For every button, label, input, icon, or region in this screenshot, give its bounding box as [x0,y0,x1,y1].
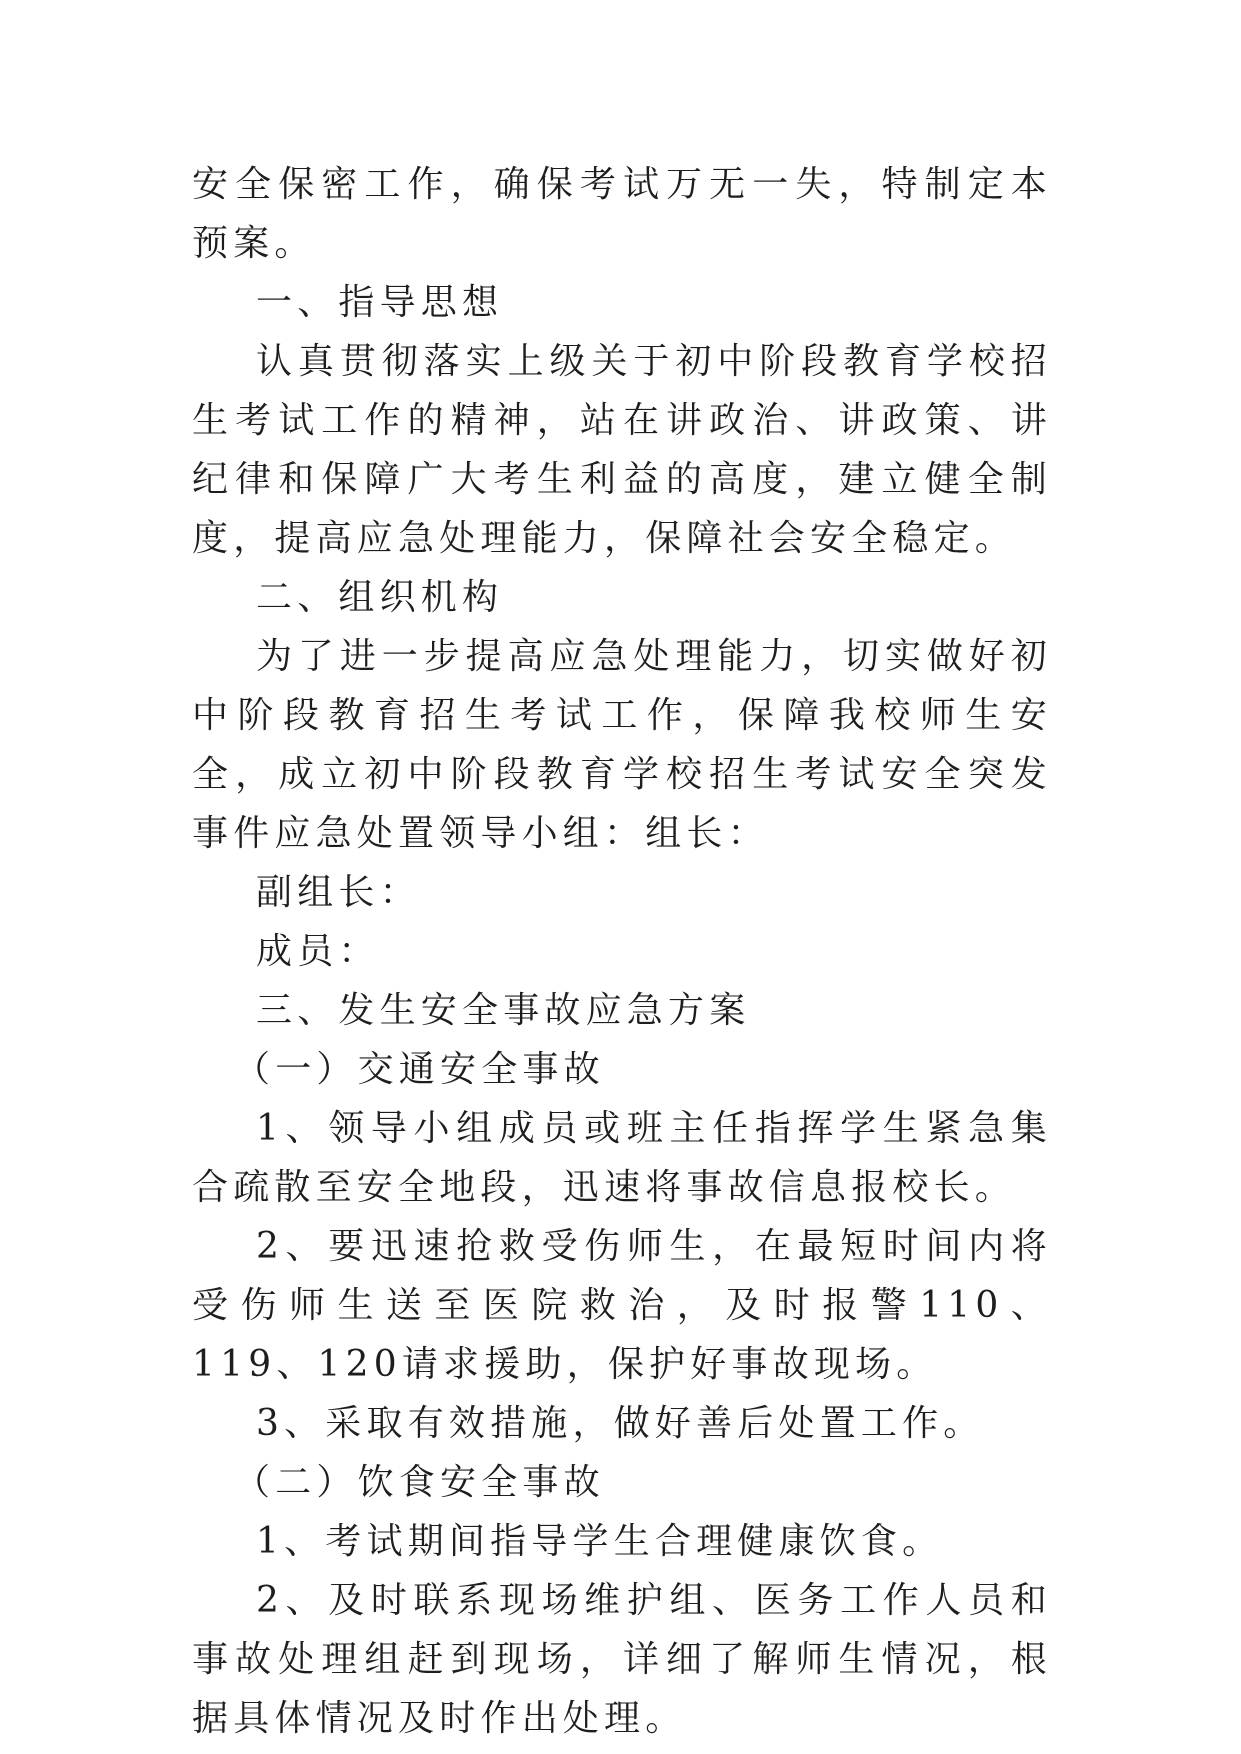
subheading-food-safety: （二）饮食安全事故 [234,1462,605,1503]
paragraph-members: 成员： [256,931,380,972]
section-heading-guiding-ideology: 一、指导思想 [256,282,504,323]
section-heading-emergency-plan: 三、发生安全事故应急方案 [256,990,751,1031]
document-body [192,155,1052,1748]
paragraph-guiding-ideology: 认真贯彻落实上级关于初中阶段教育学校招生考试工作的精神，站在讲政治、讲政策、讲纪律和保障广大考生利益的高度，建立健全制度，提高应急处理能力，保障社会安全稳定。 [192,341,1052,559]
subheading-traffic-accident: （一）交通安全事故 [234,1049,605,1090]
paragraph-deputy-leader: 副组长： [256,872,421,913]
paragraph-intro-continuation: 安全保密工作，确保考试万无一失，特制定本预案。 [192,164,1052,264]
list-item: 2、及时联系现场维护组、医务工作人员和事故处理组赶到现场，详细了解师生情况，根据具体情况及时作出处理。 [192,1580,1052,1739]
list-item: 2、要迅速抢救受伤师生，在最短时间内将受伤师生送至医院救治，及时报警110、119、120请求援助，保护好事故现场。 [192,1226,1052,1385]
section-heading-organization: 二、组织机构 [256,577,504,618]
list-item: 1、考试期间指导学生合理健康饮食。 [256,1521,944,1562]
paragraph-organization: 为了进一步提高应急处理能力，切实做好初中阶段教育招生考试工作，保障我校师生安全，成立初中阶段教育学校招生考试安全突发事件应急处置领导小组：组长： [192,636,1052,854]
list-item: 3、采取有效措施，做好善后处置工作。 [256,1403,985,1444]
list-item: 1、领导小组成员或班主任指挥学生紧急集合疏散至安全地段，迅速将事故信息报校长。 [192,1108,1052,1208]
